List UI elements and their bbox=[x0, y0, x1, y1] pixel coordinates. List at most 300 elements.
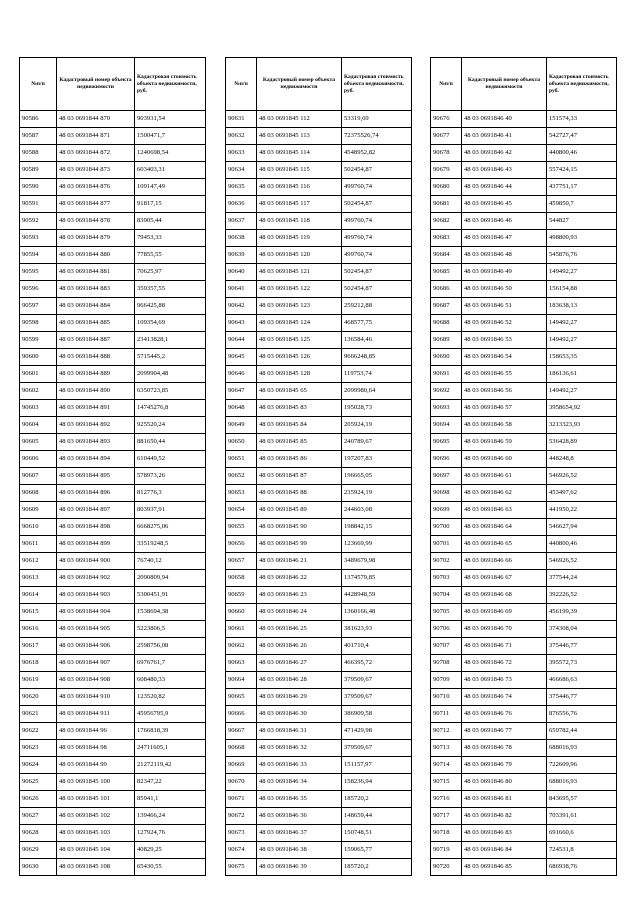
row-number: 90663 bbox=[226, 655, 257, 672]
table-row bbox=[431, 536, 617, 553]
row-number: 90627 bbox=[20, 808, 57, 825]
row-number: 90694 bbox=[431, 417, 462, 434]
row-number: 90699 bbox=[431, 502, 462, 519]
table-row bbox=[20, 706, 206, 723]
table-row bbox=[226, 536, 412, 553]
header-cadastral-cost: Кадастровая стоимость объекта недвижимости, руб. bbox=[547, 58, 617, 111]
table-row bbox=[226, 179, 412, 196]
row-number: 90629 bbox=[20, 842, 57, 859]
cadastral-number: 48 03 0691846 51 bbox=[462, 298, 547, 315]
table-row bbox=[20, 587, 206, 604]
table-row bbox=[20, 349, 206, 366]
cadastral-cost: 377544,24 bbox=[547, 570, 617, 587]
cadastral-number: 48 03 0691844 891 bbox=[57, 400, 135, 417]
cadastral-cost: 6350723,85 bbox=[135, 383, 206, 400]
cadastral-number: 48 03 0691846 81 bbox=[462, 791, 547, 808]
row-number: 90686 bbox=[431, 281, 462, 298]
table-row bbox=[20, 553, 206, 570]
row-number: 90687 bbox=[431, 298, 462, 315]
row-number: 90612 bbox=[20, 553, 57, 570]
cadastral-number: 48 03 0691846 24 bbox=[257, 604, 342, 621]
header-num: №п/п bbox=[226, 58, 257, 111]
cadastral-number: 48 03 0691846 78 bbox=[462, 740, 547, 757]
cadastral-table-1 bbox=[19, 57, 206, 876]
cadastral-number: 48 03 0691844 904 bbox=[57, 604, 135, 621]
cadastral-number: 48 03 0691846 59 bbox=[462, 434, 547, 451]
row-number: 90593 bbox=[20, 230, 57, 247]
table-row bbox=[431, 179, 617, 196]
row-number: 90701 bbox=[431, 536, 462, 553]
table-row bbox=[431, 553, 617, 570]
cadastral-cost: 803937,91 bbox=[135, 502, 206, 519]
row-number: 90586 bbox=[20, 111, 57, 128]
table-row bbox=[431, 264, 617, 281]
cadastral-cost: 374308,04 bbox=[547, 621, 617, 638]
cadastral-number: 48 03 0691846 63 bbox=[462, 502, 547, 519]
cadastral-number: 48 03 0691844 896 bbox=[57, 485, 135, 502]
cadastral-cost: 499760,74 bbox=[342, 179, 412, 196]
table-row bbox=[20, 740, 206, 757]
row-number: 90616 bbox=[20, 621, 57, 638]
table-row bbox=[20, 400, 206, 417]
cadastral-cost: 40829,25 bbox=[135, 842, 206, 859]
row-number: 90587 bbox=[20, 128, 57, 145]
cadastral-number: 48 03 0691844 871 bbox=[57, 128, 135, 145]
table-row bbox=[20, 145, 206, 162]
row-number: 90676 bbox=[431, 111, 462, 128]
cadastral-cost: 724531,8 bbox=[547, 842, 617, 859]
cadastral-number: 48 03 0691846 54 bbox=[462, 349, 547, 366]
cadastral-cost: 536428,89 bbox=[547, 434, 617, 451]
row-number: 90652 bbox=[226, 468, 257, 485]
row-number: 90659 bbox=[226, 587, 257, 604]
table-row bbox=[20, 842, 206, 859]
cadastral-number: 48 03 0691844 872 bbox=[57, 145, 135, 162]
cadastral-number: 48 03 0691845 121 bbox=[257, 264, 342, 281]
cadastral-number: 48 03 0691846 52 bbox=[462, 315, 547, 332]
cadastral-cost: 608480,33 bbox=[135, 672, 206, 689]
cadastral-cost: 158653,35 bbox=[547, 349, 617, 366]
cadastral-cost: 5715445,2 bbox=[135, 349, 206, 366]
row-number: 90588 bbox=[20, 145, 57, 162]
row-number: 90690 bbox=[431, 349, 462, 366]
table-row bbox=[431, 672, 617, 689]
cadastral-cost: 149492,27 bbox=[547, 315, 617, 332]
cadastral-number: 48 03 0691844 884 bbox=[57, 298, 135, 315]
cadastral-cost: 392226,52 bbox=[547, 587, 617, 604]
cadastral-cost: 119753,74 bbox=[342, 366, 412, 383]
cadastral-cost: 686938,76 bbox=[547, 859, 617, 876]
table-row bbox=[20, 519, 206, 536]
cadastral-cost: 466395,72 bbox=[342, 655, 412, 672]
row-number: 90647 bbox=[226, 383, 257, 400]
cadastral-cost: 375446,77 bbox=[547, 638, 617, 655]
table-row bbox=[431, 740, 617, 757]
cadastral-cost: 205924,19 bbox=[342, 417, 412, 434]
table-row bbox=[226, 332, 412, 349]
row-number: 90672 bbox=[226, 808, 257, 825]
row-number: 90631 bbox=[226, 111, 257, 128]
table-row bbox=[431, 859, 617, 876]
row-number: 90707 bbox=[431, 638, 462, 655]
cadastral-cost: 691660,6 bbox=[547, 825, 617, 842]
table-row bbox=[20, 451, 206, 468]
table-row bbox=[20, 230, 206, 247]
table-row bbox=[226, 808, 412, 825]
cadastral-number: 48 03 0691844 905 bbox=[57, 621, 135, 638]
cadastral-number: 48 03 0691846 27 bbox=[257, 655, 342, 672]
table-row bbox=[20, 757, 206, 774]
cadastral-cost: 542727,47 bbox=[547, 128, 617, 145]
cadastral-cost: 77855,55 bbox=[135, 247, 206, 264]
cadastral-cost: 21272119,42 bbox=[135, 757, 206, 774]
row-number: 90719 bbox=[431, 842, 462, 859]
table-row bbox=[431, 774, 617, 791]
cadastral-cost: 386909,58 bbox=[342, 706, 412, 723]
table-row bbox=[226, 434, 412, 451]
table-row bbox=[20, 417, 206, 434]
cadastral-cost: 196665,05 bbox=[342, 468, 412, 485]
cadastral-cost: 395572,73 bbox=[547, 655, 617, 672]
row-number: 90600 bbox=[20, 349, 57, 366]
cadastral-number: 48 03 0691846 22 bbox=[257, 570, 342, 587]
cadastral-cost: 498800,93 bbox=[547, 230, 617, 247]
row-number: 90666 bbox=[226, 706, 257, 723]
table-row bbox=[226, 706, 412, 723]
cadastral-number: 48 03 0691846 33 bbox=[257, 757, 342, 774]
row-number: 90626 bbox=[20, 791, 57, 808]
row-number: 90689 bbox=[431, 332, 462, 349]
row-number: 90673 bbox=[226, 825, 257, 842]
table-row bbox=[226, 298, 412, 315]
row-number: 90620 bbox=[20, 689, 57, 706]
table-row bbox=[431, 162, 617, 179]
cadastral-number: 48 03 0691844 893 bbox=[57, 434, 135, 451]
cadastral-number: 48 03 0691845 120 bbox=[257, 247, 342, 264]
cadastral-number: 48 03 0691844 908 bbox=[57, 672, 135, 689]
table-row bbox=[20, 502, 206, 519]
row-number: 90594 bbox=[20, 247, 57, 264]
cadastral-cost: 259212,88 bbox=[342, 298, 412, 315]
cadastral-cost: 610449,52 bbox=[135, 451, 206, 468]
row-number: 90650 bbox=[226, 434, 257, 451]
cadastral-cost: 925520,24 bbox=[135, 417, 206, 434]
cadastral-number: 48 03 0691844 885 bbox=[57, 315, 135, 332]
table-row bbox=[226, 791, 412, 808]
row-number: 90635 bbox=[226, 179, 257, 196]
row-number: 90697 bbox=[431, 468, 462, 485]
row-number: 90623 bbox=[20, 740, 57, 757]
cadastral-cost: 148659,44 bbox=[342, 808, 412, 825]
cadastral-cost: 502454,87 bbox=[342, 281, 412, 298]
table-row bbox=[226, 213, 412, 230]
table-row bbox=[431, 332, 617, 349]
cadastral-cost: 2598756,08 bbox=[135, 638, 206, 655]
cadastral-cost: 881650,44 bbox=[135, 434, 206, 451]
cadastral-number: 48 03 0691846 85 bbox=[462, 859, 547, 876]
cadastral-cost: 688016,93 bbox=[547, 774, 617, 791]
row-number: 90608 bbox=[20, 485, 57, 502]
cadastral-number: 48 03 0691844 96 bbox=[57, 723, 135, 740]
table-row bbox=[431, 723, 617, 740]
cadastral-number: 48 03 0691845 87 bbox=[257, 468, 342, 485]
table-row bbox=[226, 247, 412, 264]
row-number: 90625 bbox=[20, 774, 57, 791]
table-row bbox=[431, 400, 617, 417]
cadastral-number: 48 03 0691845 83 bbox=[257, 400, 342, 417]
cadastral-cost: 149492,27 bbox=[547, 264, 617, 281]
cadastral-number: 48 03 0691846 26 bbox=[257, 638, 342, 655]
cadastral-number: 48 03 0691846 49 bbox=[462, 264, 547, 281]
row-number: 90681 bbox=[431, 196, 462, 213]
table-row bbox=[431, 451, 617, 468]
cadastral-number: 48 03 0691844 900 bbox=[57, 553, 135, 570]
cadastral-cost: 1500471,7 bbox=[135, 128, 206, 145]
row-number: 90633 bbox=[226, 145, 257, 162]
table-row bbox=[20, 247, 206, 264]
cadastral-number: 48 03 0691846 79 bbox=[462, 757, 547, 774]
cadastral-number: 48 03 0691846 72 bbox=[462, 655, 547, 672]
row-number: 90658 bbox=[226, 570, 257, 587]
cadastral-number: 48 03 0691846 60 bbox=[462, 451, 547, 468]
row-number: 90637 bbox=[226, 213, 257, 230]
cadastral-number: 48 03 0691846 42 bbox=[462, 145, 547, 162]
row-number: 90595 bbox=[20, 264, 57, 281]
table-row bbox=[431, 604, 617, 621]
table-row bbox=[431, 757, 617, 774]
cadastral-cost: 186136,61 bbox=[547, 366, 617, 383]
row-number: 90646 bbox=[226, 366, 257, 383]
row-number: 90615 bbox=[20, 604, 57, 621]
cadastral-cost: 502454,87 bbox=[342, 162, 412, 179]
row-number: 90643 bbox=[226, 315, 257, 332]
cadastral-cost: 23413828,1 bbox=[135, 332, 206, 349]
header-cadastral-number: Кадастровый номер объекта недвижимости bbox=[462, 58, 547, 111]
row-number: 90604 bbox=[20, 417, 57, 434]
cadastral-cost: 183638,13 bbox=[547, 298, 617, 315]
cadastral-number: 48 03 0691845 103 bbox=[57, 825, 135, 842]
table-row bbox=[226, 672, 412, 689]
row-number: 90621 bbox=[20, 706, 57, 723]
table-row bbox=[20, 604, 206, 621]
table-row bbox=[20, 264, 206, 281]
cadastral-number: 48 03 0691844 907 bbox=[57, 655, 135, 672]
cadastral-number: 48 03 0691846 43 bbox=[462, 162, 547, 179]
cadastral-number: 48 03 0691846 34 bbox=[257, 774, 342, 791]
cadastral-number: 48 03 0691846 73 bbox=[462, 672, 547, 689]
table-row bbox=[226, 655, 412, 672]
cadastral-number: 48 03 0691845 88 bbox=[257, 485, 342, 502]
cadastral-cost: 109354,69 bbox=[135, 315, 206, 332]
row-number: 90622 bbox=[20, 723, 57, 740]
cadastral-cost: 53319,69 bbox=[342, 111, 412, 128]
cadastral-number: 48 03 0691845 114 bbox=[257, 145, 342, 162]
table-row bbox=[20, 298, 206, 315]
table-row bbox=[431, 502, 617, 519]
row-number: 90685 bbox=[431, 264, 462, 281]
cadastral-number: 48 03 0691846 53 bbox=[462, 332, 547, 349]
table-row bbox=[20, 536, 206, 553]
table-row bbox=[20, 485, 206, 502]
cadastral-cost: 578973,26 bbox=[135, 468, 206, 485]
cadastral-number: 48 03 0691846 46 bbox=[462, 213, 547, 230]
row-number: 90695 bbox=[431, 434, 462, 451]
cadastral-number: 48 03 0691844 903 bbox=[57, 587, 135, 604]
cadastral-number: 48 03 0691846 29 bbox=[257, 689, 342, 706]
cadastral-number: 48 03 0691846 66 bbox=[462, 553, 547, 570]
cadastral-cost: 499760,74 bbox=[342, 213, 412, 230]
cadastral-cost: 499760,74 bbox=[342, 230, 412, 247]
row-number: 90613 bbox=[20, 570, 57, 587]
cadastral-number: 48 03 0691846 76 bbox=[462, 706, 547, 723]
cadastral-cost: 966425,88 bbox=[135, 298, 206, 315]
row-number: 90603 bbox=[20, 400, 57, 417]
table-row bbox=[20, 808, 206, 825]
table-row bbox=[226, 162, 412, 179]
row-number: 90634 bbox=[226, 162, 257, 179]
cadastral-table-2 bbox=[225, 57, 412, 876]
table-row bbox=[431, 621, 617, 638]
row-number: 90642 bbox=[226, 298, 257, 315]
cadastral-cost: 876556,76 bbox=[547, 706, 617, 723]
cadastral-cost: 471429,98 bbox=[342, 723, 412, 740]
cadastral-number: 48 03 0691846 50 bbox=[462, 281, 547, 298]
cadastral-cost: 156154,88 bbox=[547, 281, 617, 298]
row-number: 90698 bbox=[431, 485, 462, 502]
row-number: 90644 bbox=[226, 332, 257, 349]
row-number: 90632 bbox=[226, 128, 257, 145]
row-number: 90716 bbox=[431, 791, 462, 808]
cadastral-cost: 448248,8 bbox=[547, 451, 617, 468]
row-number: 90684 bbox=[431, 247, 462, 264]
cadastral-cost: 136584,46 bbox=[342, 332, 412, 349]
row-number: 90674 bbox=[226, 842, 257, 859]
cadastral-number: 48 03 0691844 99 bbox=[57, 757, 135, 774]
cadastral-number: 48 03 0691845 104 bbox=[57, 842, 135, 859]
cadastral-cost: 4428948,59 bbox=[342, 587, 412, 604]
cadastral-number: 48 03 0691846 56 bbox=[462, 383, 547, 400]
row-number: 90702 bbox=[431, 553, 462, 570]
cadastral-table-3 bbox=[430, 57, 617, 876]
cadastral-cost: 437751,17 bbox=[547, 179, 617, 196]
cadastral-number: 48 03 0691844 879 bbox=[57, 230, 135, 247]
table-row bbox=[20, 162, 206, 179]
cadastral-cost: 544827 bbox=[547, 213, 617, 230]
cadastral-cost: 185720,2 bbox=[342, 791, 412, 808]
cadastral-cost: 546926,52 bbox=[547, 553, 617, 570]
cadastral-number: 48 03 0691845 86 bbox=[257, 451, 342, 468]
table-row bbox=[226, 621, 412, 638]
row-number: 90598 bbox=[20, 315, 57, 332]
table-row bbox=[431, 468, 617, 485]
table-row bbox=[226, 196, 412, 213]
cadastral-cost: 123520,82 bbox=[135, 689, 206, 706]
table-row bbox=[431, 196, 617, 213]
cadastral-number: 48 03 0691846 70 bbox=[462, 621, 547, 638]
cadastral-number: 48 03 0691845 117 bbox=[257, 196, 342, 213]
table-row bbox=[20, 315, 206, 332]
cadastral-number: 48 03 0691846 32 bbox=[257, 740, 342, 757]
table-row bbox=[226, 723, 412, 740]
row-number: 90688 bbox=[431, 315, 462, 332]
row-number: 90708 bbox=[431, 655, 462, 672]
table-row bbox=[20, 383, 206, 400]
row-number: 90606 bbox=[20, 451, 57, 468]
table-row bbox=[20, 468, 206, 485]
row-number: 90628 bbox=[20, 825, 57, 842]
table-row bbox=[431, 417, 617, 434]
cadastral-number: 48 03 0691846 35 bbox=[257, 791, 342, 808]
table-row bbox=[226, 264, 412, 281]
cadastral-number: 48 03 0691846 84 bbox=[462, 842, 547, 859]
row-number: 90691 bbox=[431, 366, 462, 383]
cadastral-cost: 2099904,48 bbox=[135, 366, 206, 383]
table-row bbox=[226, 825, 412, 842]
cadastral-cost: 2099980,64 bbox=[342, 383, 412, 400]
cadastral-number: 48 03 0691844 906 bbox=[57, 638, 135, 655]
cadastral-cost: 123669,99 bbox=[342, 536, 412, 553]
table-row bbox=[20, 638, 206, 655]
cadastral-cost: 6668275,06 bbox=[135, 519, 206, 536]
cadastral-cost: 466686,63 bbox=[547, 672, 617, 689]
cadastral-number: 48 03 0691845 90 bbox=[257, 519, 342, 536]
row-number: 90671 bbox=[226, 791, 257, 808]
row-number: 90667 bbox=[226, 723, 257, 740]
cadastral-cost: 359357,55 bbox=[135, 281, 206, 298]
cadastral-cost: 502454,87 bbox=[342, 264, 412, 281]
cadastral-number: 48 03 0691846 44 bbox=[462, 179, 547, 196]
row-number: 90614 bbox=[20, 587, 57, 604]
table-row bbox=[431, 366, 617, 383]
table-row bbox=[431, 706, 617, 723]
row-number: 90611 bbox=[20, 536, 57, 553]
cadastral-number: 48 03 0691846 48 bbox=[462, 247, 547, 264]
cadastral-cost: 197207,83 bbox=[342, 451, 412, 468]
cadastral-number: 48 03 0691844 98 bbox=[57, 740, 135, 757]
row-number: 90648 bbox=[226, 400, 257, 417]
cadastral-cost: 375446,77 bbox=[547, 689, 617, 706]
row-number: 90712 bbox=[431, 723, 462, 740]
cadastral-cost: 459850,7 bbox=[547, 196, 617, 213]
cadastral-cost: 158236,94 bbox=[342, 774, 412, 791]
row-number: 90645 bbox=[226, 349, 257, 366]
cadastral-number: 48 03 0691845 113 bbox=[257, 128, 342, 145]
table-row bbox=[226, 570, 412, 587]
cadastral-number: 48 03 0691846 64 bbox=[462, 519, 547, 536]
table-row bbox=[226, 417, 412, 434]
cadastral-number: 48 03 0691844 873 bbox=[57, 162, 135, 179]
table-row bbox=[226, 349, 412, 366]
table-row bbox=[20, 825, 206, 842]
table-row bbox=[20, 723, 206, 740]
table-row bbox=[226, 553, 412, 570]
cadastral-cost: 440800,46 bbox=[547, 145, 617, 162]
table-row bbox=[431, 485, 617, 502]
cadastral-number: 48 03 0691844 910 bbox=[57, 689, 135, 706]
row-number: 90679 bbox=[431, 162, 462, 179]
table-row bbox=[431, 825, 617, 842]
row-number: 90599 bbox=[20, 332, 57, 349]
row-number: 90696 bbox=[431, 451, 462, 468]
cadastral-number: 48 03 0691846 74 bbox=[462, 689, 547, 706]
cadastral-number: 48 03 0691846 36 bbox=[257, 808, 342, 825]
table-row bbox=[226, 485, 412, 502]
table-row bbox=[226, 519, 412, 536]
row-number: 90618 bbox=[20, 655, 57, 672]
cadastral-cost: 545876,76 bbox=[547, 247, 617, 264]
row-number: 90610 bbox=[20, 519, 57, 536]
row-number: 90636 bbox=[226, 196, 257, 213]
